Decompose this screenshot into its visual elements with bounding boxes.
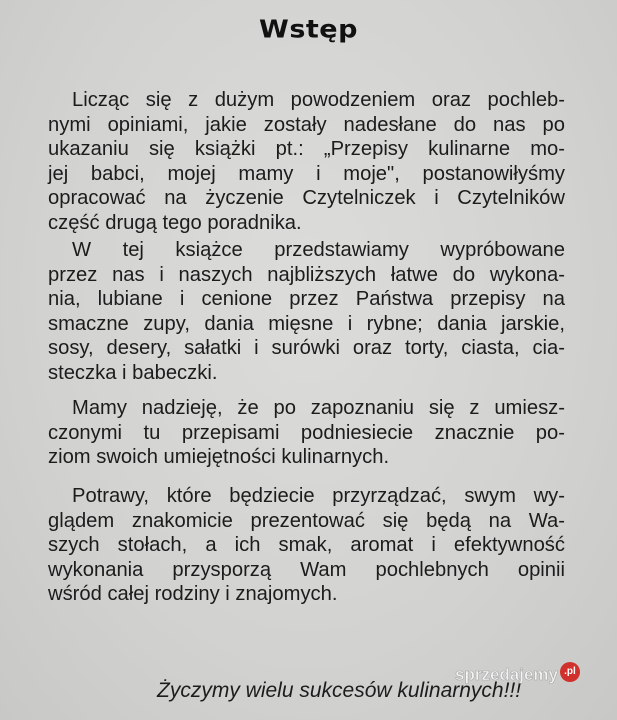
- text-line: czonymi tu przepisami podniesiecie znacznie po-: [48, 421, 565, 444]
- text-line: sosy, desery, sałatki i surówki oraz torty, ciasta, cia-: [48, 337, 565, 360]
- text-line: wykonania przysporzą Wam pochlebnych opinii: [48, 558, 565, 581]
- paragraph-1: [48, 88, 565, 236]
- closing-line: Życzymy wielu sukcesów kulinarnych!!!: [157, 679, 522, 702]
- text-line: szych stołach, a ich smak, aromat i efektywność: [48, 534, 565, 557]
- text-line: jej babci, mojej mamy i moje", postanowiłyśmy: [48, 162, 565, 185]
- watermark-badge: .pl: [560, 662, 580, 682]
- paragraph-4: [48, 484, 565, 607]
- text-line: W tej książce przedstawiamy wypróbowane: [72, 239, 565, 261]
- watermark-text: sprzedajemy: [455, 665, 558, 684]
- text-line: smaczne zupy, dania mięsne i rybne; dania jarskie,: [48, 312, 565, 335]
- text-line: przez nas i naszych najbliższych łatwe do wykona-: [48, 263, 565, 286]
- text-line: steczka i babeczki.: [48, 361, 218, 384]
- text-line: nymi opiniami, jakie zostały nadesłane do nas po: [48, 113, 565, 136]
- text-line: Licząc się z dużym powodzeniem oraz pochleb-: [72, 89, 565, 111]
- page-title: Wstęp: [259, 15, 358, 44]
- watermark: [455, 662, 580, 685]
- paragraph-3: [48, 396, 565, 470]
- text-line: opracować na życzenie Czytelniczek i Czytelników: [48, 187, 565, 210]
- text-line: nia, lubiane i cenione przez Państwa przepisy na: [48, 288, 565, 311]
- text-line: część drugą tego poradnika.: [48, 211, 302, 234]
- text-line: Potrawy, które będziecie przyrządzać, swym wy-: [72, 485, 565, 507]
- text-line: ukazaniu się książki pt.: „Przepisy kulinarne mo-: [48, 138, 565, 161]
- text-line: ziom swoich umiejętności kulinarnych.: [48, 446, 390, 469]
- text-line: glądem znakomicie prezentować się będą na Wa-: [48, 509, 565, 532]
- text-line: Mamy nadzieję, że po zapoznaniu się z umiesz-: [72, 397, 565, 419]
- paragraph-2: [48, 238, 565, 386]
- text-line: wśród całej rodziny i znajomych.: [48, 583, 338, 606]
